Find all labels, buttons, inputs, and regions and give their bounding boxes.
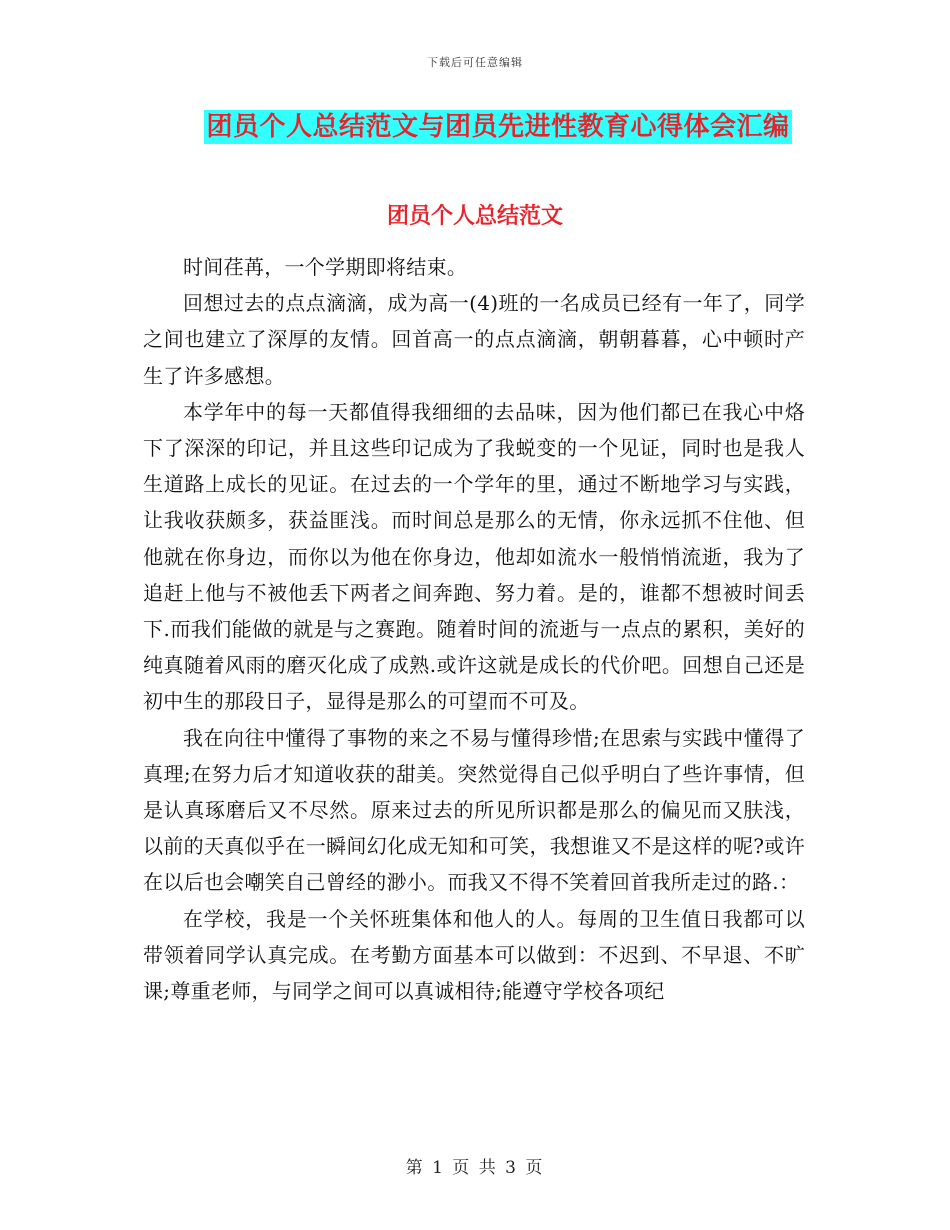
section-title: 团员个人总结范文 [386,204,563,229]
paragraph: 时间荏苒，一个学期即将结束。 [183,255,468,279]
paragraph: 本学年中的每一天都值得我细细的去品味，因为他们都已在我心中烙下了深深的印记，并且这些印记成为了我蜕变的一个见证，同时也是我人生道路上成长的见证。在过去的一个学年的里，通过不断地学习与实践，让我收获颇多，获益匪浅。而时间总是那么的无情，你永远抓不住他、但他就在你身边，而你以为他在你身边，他却如流水一般悄悄流逝，我为了追赶上他与不被他丢下两者之间奔跑、努力着。是的，谁都不想被时间丢下.而我们能做的就是与之赛跑。随着时间的流逝与一点点的累积，美好的纯真随着风雨的磨灭化成了成熟.或许这就是成长的代价吧。回想自己还是初中生的那段日子，显得是那么的可望而不可及。 [143,399,805,714]
paragraph: 我在向往中懂得了事物的来之不易与懂得珍惜;在思索与实践中懂得了真理;在努力后才知道收获的甜美。突然觉得自己似乎明白了些许事情，但是认真琢磨后又不尽然。原来过去的所见所识都是那么的偏见而又肤浅，以前的天真似乎在一瞬间幻化成无知和可笑，我想谁又不是这样的呢?或许在以后也会嘲笑自己曾经的渺小。而我又不得不笑着回首我所走过的路.： [143,725,805,895]
paragraph: 回想过去的点点滴滴，成为高一(4)班的一名成员已经有一年了，同学之间也建立了深厚的友情。回首高一的点点滴滴，朝朝暮暮，心中顿时产生了许多感想。 [143,291,805,388]
document-body [143,249,805,1009]
page-header-note: 下载后可任意编辑 [427,56,523,69]
paragraph: 在学校，我是一个关怀班集体和他人的人。每周的卫生值日我都可以带领着同学认真完成。在考勤方面基本可以做到：不迟到、不早退、不旷课;尊重老师，与同学之间可以真诚相待;能遵守学校各项纪 [143,906,805,1004]
document-title-container [0,110,950,144]
document-title: 团员个人总结范文与团员先进性教育心得体会汇编 [206,112,790,142]
page-number-footer: 第 1 页 共 3 页 [405,1158,545,1178]
